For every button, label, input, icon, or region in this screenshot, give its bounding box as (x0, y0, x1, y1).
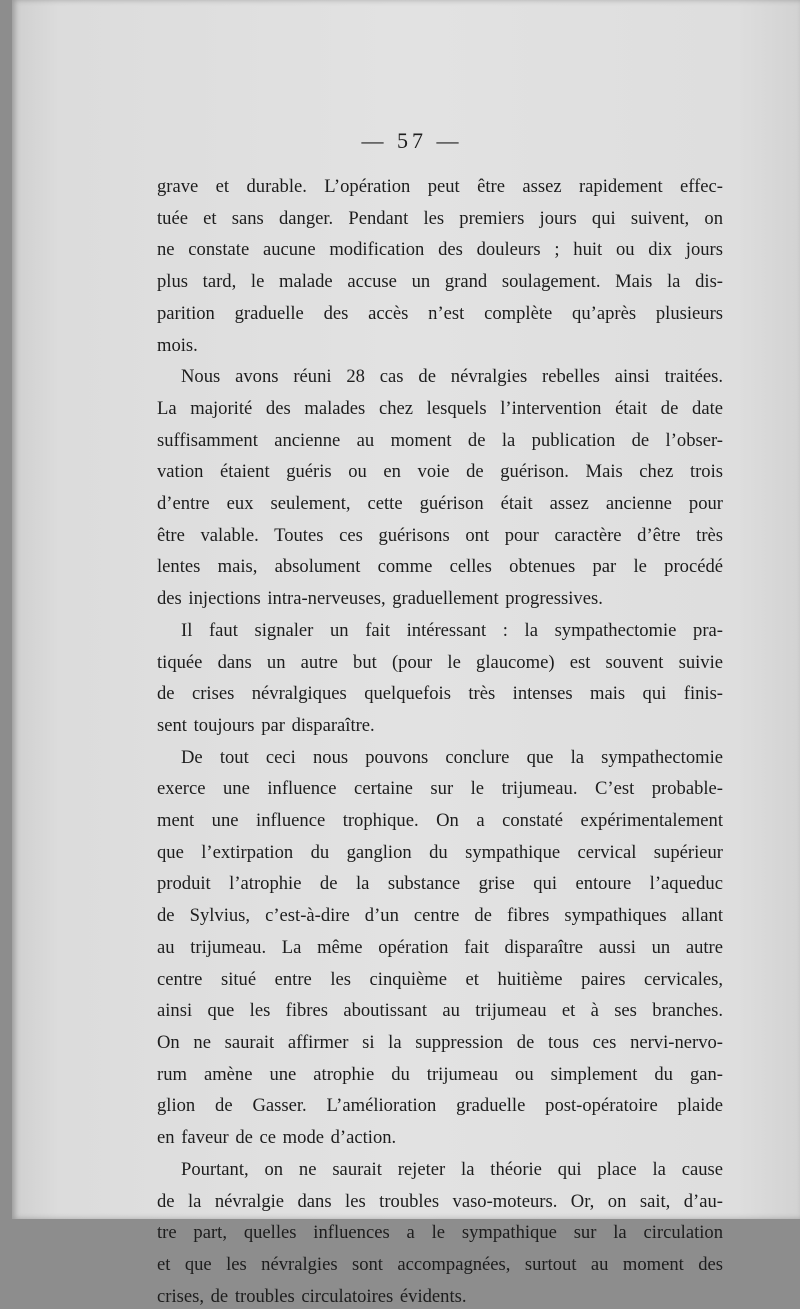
text-line: plus tard, le malade accuse un grand soulagement. Mais la dis- (157, 271, 723, 293)
paragraph-3 (157, 618, 723, 739)
page-number: — 57 — (361, 128, 463, 153)
text-line: ment une influence trophique. On a constaté expérimentalement (157, 810, 723, 832)
paragraph-2 (157, 364, 723, 612)
text-line: On ne saurait affirmer si la suppression de tous ces nervi-nervo- (157, 1031, 723, 1053)
paragraph-4 (157, 745, 723, 1151)
text-line: tuée et sans danger. Pendant les premiers jours qui suivent, on (157, 207, 723, 229)
book-page (12, 0, 800, 1307)
paragraph-1 (157, 174, 723, 358)
text-line: rum amène une atrophie du trijumeau ou simplement du gan- (157, 1063, 723, 1085)
text-line: La majorité des malades chez lesquels l’intervention était de date (157, 397, 723, 419)
text-line: de Sylvius, c’est-à-dire d’un centre de fibres sympathiques allant (157, 905, 723, 927)
text-line: Pourtant, on ne saurait rejeter la théorie qui place la cause (181, 1158, 723, 1180)
text-line: d’entre eux seulement, cette guérison était assez ancienne pour (157, 493, 723, 515)
text-line: suffisamment ancienne au moment de la publication de l’obser- (157, 429, 723, 451)
text-line: De tout ceci nous pouvons conclure que la sympathectomie (181, 746, 723, 768)
text-line: lentes mais, absolument comme celles obtenues par le procédé (157, 556, 723, 578)
text-line: Il faut signaler un fait intéressant : la sympathectomie pra- (181, 619, 723, 641)
text-line: crises, de troubles circulatoires évidents. (157, 1285, 467, 1307)
text-line: produit l’atrophie de la substance grise qui entoure l’aqueduc (157, 873, 723, 895)
text-line: grave et durable. L’opération peut être assez rapidement effec- (157, 176, 723, 197)
text-line: de la névralgie dans les troubles vaso-moteurs. Or, on sait, d’au- (157, 1190, 723, 1212)
text-line: parition graduelle des accès n’est complète qu’après plusieurs (157, 302, 723, 324)
text-line: tre part, quelles influences a le sympathique sur la circulation (157, 1222, 723, 1244)
text-line: de crises névralgiques quelquefois très intenses mais qui finis- (157, 683, 723, 705)
text-line: Nous avons réuni 28 cas de névralgies rebelles ainsi traitées. (181, 366, 723, 388)
text-line: ainsi que les fibres aboutissant au trijumeau et à ses branches. (157, 1000, 723, 1022)
text-line: tiquée dans un autre but (pour le glaucome) est souvent suivie (157, 651, 723, 673)
text-line: que l’extirpation du ganglion du sympathique cervical supérieur (157, 841, 723, 863)
text-line: glion de Gasser. L’amélioration graduelle post-opératoire plaide (157, 1095, 723, 1117)
text-line: et que les névralgies sont accompagnées, surtout au moment des (157, 1253, 723, 1275)
text-line: vation étaient guéris ou en voie de guérison. Mais chez trois (157, 461, 723, 483)
text-line: ne constate aucune modification des douleurs ; huit ou dix jours (157, 239, 723, 261)
body-text (157, 174, 723, 1309)
text-line: sent toujours par disparaître. (157, 714, 375, 736)
text-line: mois. (157, 334, 198, 356)
text-line: en faveur de ce mode d’action. (157, 1127, 397, 1149)
text-line: centre situé entre les cinquième et huitième paires cervicales, (157, 968, 723, 990)
text-line: être valable. Toutes ces guérisons ont pour caractère d’être très (157, 524, 723, 546)
text-line: exerce une influence certaine sur le trijumeau. C’est probable- (157, 778, 723, 800)
text-line: au trijumeau. La même opération fait disparaître aussi un autre (157, 936, 723, 958)
paragraph-5 (157, 1157, 723, 1309)
text-line: des injections intra-nerveuses, graduellement progressives. (157, 588, 603, 610)
